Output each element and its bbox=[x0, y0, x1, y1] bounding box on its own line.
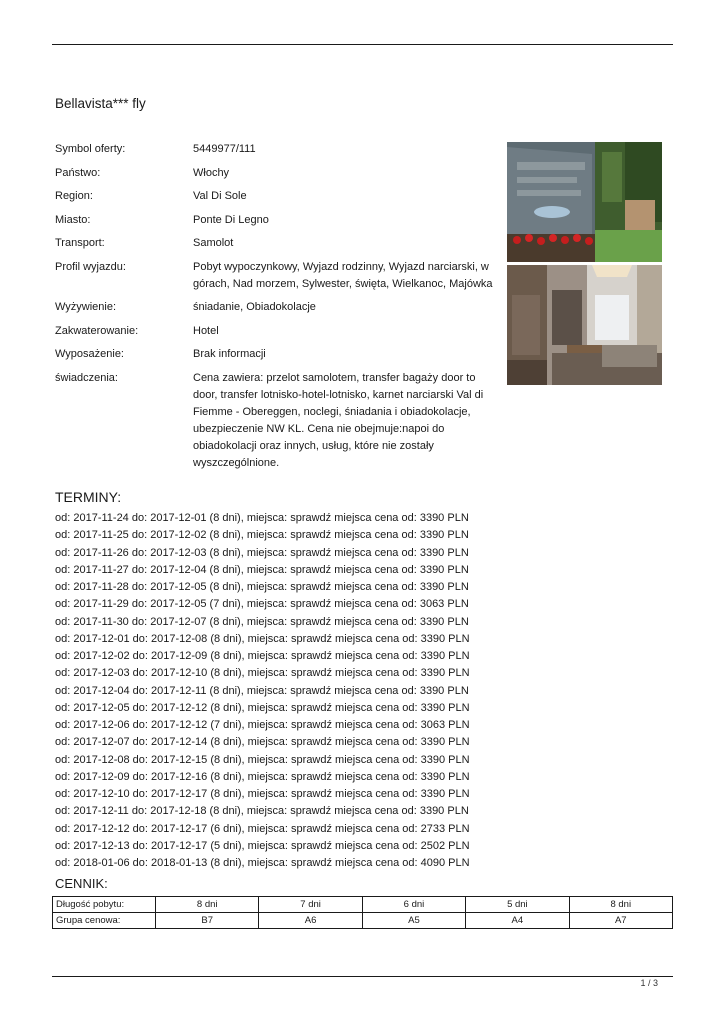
list-item: od: 2017-12-01 do: 2017-12-08 (8 dni), miejsca: sprawdź miejsca cena od: 3390 PLN bbox=[55, 632, 470, 645]
detail-label: Profil wyjazdu: bbox=[55, 260, 126, 273]
table-cell: A4 bbox=[466, 913, 569, 929]
detail-value: Pobyt wypoczynkowy, Wyjazd rodzinny, Wyjazd narciarski, w górach, Nad morzem, Sylwester, święta, Wielkanoc, Majówka bbox=[193, 260, 493, 290]
table-cell: 8 dni bbox=[569, 897, 672, 913]
detail-value: 5449977/111 bbox=[193, 143, 256, 155]
table-row-label: Grupa cenowa: bbox=[53, 913, 156, 929]
table-cell: B7 bbox=[156, 913, 259, 929]
detail-row-services bbox=[55, 370, 500, 472]
table-cell: 7 dni bbox=[259, 897, 362, 913]
table-cell: A5 bbox=[362, 913, 465, 929]
price-table bbox=[52, 896, 673, 929]
detail-row-region bbox=[55, 188, 500, 205]
detail-label: Państwo: bbox=[55, 166, 101, 179]
list-item: od: 2017-12-04 do: 2017-12-11 (8 dni), miejsca: sprawdź miejsca cena od: 3390 PLN bbox=[55, 684, 469, 697]
list-item: od: 2018-01-06 do: 2018-01-13 (8 dni), miejsca: sprawdź miejsca cena od: 4090 PLN bbox=[55, 857, 470, 869]
table-cell: A6 bbox=[259, 913, 362, 929]
detail-label: Symbol oferty: bbox=[55, 143, 126, 155]
detail-row-city bbox=[55, 212, 500, 229]
detail-value: Ponte Di Legno bbox=[193, 213, 269, 226]
detail-row-accommodation bbox=[55, 323, 500, 340]
detail-value: Cena zawiera: przelot samolotem, transfer bagaży door to door, transfer lotnisko-hotel-lotnisko, karnet narciarski Val di Fiemme - Obereggen, noclegi, śniadania i obiadokolacje, ubezpieczenie NW KL. Cena nie obejmuje:napoi do obiadokolacji oraz innych, usług, które nie zostały wyszczególnione. bbox=[193, 371, 484, 469]
bottom-rule bbox=[52, 976, 673, 977]
list-item: od: 2017-11-30 do: 2017-12-07 (8 dni), miejsca: sprawdź miejsca cena od: 3390 PLN bbox=[55, 615, 469, 628]
detail-row-transport bbox=[55, 235, 500, 252]
table-cell: 8 dni bbox=[156, 897, 259, 913]
detail-value: Val Di Sole bbox=[193, 190, 247, 202]
terminy-heading: TERMINY: bbox=[55, 489, 122, 505]
table-cell: A7 bbox=[569, 913, 672, 929]
table-row-label: Długość pobytu: bbox=[53, 897, 156, 913]
detail-label: Wyżywienie: bbox=[55, 301, 117, 313]
detail-label: Transport: bbox=[55, 237, 105, 249]
terminy-list bbox=[55, 510, 470, 872]
table-cell: 6 dni bbox=[362, 897, 465, 913]
list-item: od: 2017-12-08 do: 2017-12-15 (8 dni), miejsca: sprawdź miejsca cena od: 3390 PLN bbox=[55, 753, 470, 766]
table-row bbox=[53, 897, 673, 913]
list-item: od: 2017-12-11 do: 2017-12-18 (8 dni), miejsca: sprawdź miejsca cena od: 3390 PLN bbox=[55, 805, 469, 818]
list-item: od: 2017-11-25 do: 2017-12-02 (8 dni), miejsca: sprawdź miejsca cena od: 3390 PLN bbox=[55, 529, 469, 542]
table-row bbox=[53, 913, 673, 929]
list-item: od: 2017-11-27 do: 2017-12-04 (8 dni), miejsca: sprawdź miejsca cena od: 3390 PLN bbox=[55, 563, 469, 576]
detail-value: Brak informacji bbox=[193, 348, 266, 360]
detail-label: Zakwaterowanie: bbox=[55, 324, 139, 337]
hotel-exterior-photo bbox=[507, 142, 662, 262]
detail-label: świadczenia: bbox=[55, 371, 118, 384]
detail-value: Samolot bbox=[193, 237, 234, 249]
cennik-heading: CENNIK: bbox=[55, 876, 108, 891]
detail-value: śniadanie, Obiadokolacje bbox=[193, 301, 316, 313]
table-cell: 5 dni bbox=[466, 897, 569, 913]
list-item: od: 2017-12-12 do: 2017-12-17 (6 dni), miejsca: sprawdź miejsca cena od: 2733 PLN bbox=[55, 822, 470, 835]
offer-title: Bellavista*** fly bbox=[55, 96, 146, 111]
list-item: od: 2017-12-06 do: 2017-12-12 (7 dni), miejsca: sprawdź miejsca cena od: 3063 PLN bbox=[55, 719, 470, 731]
detail-value: Hotel bbox=[193, 324, 219, 337]
detail-row-symbol bbox=[55, 141, 500, 158]
detail-label: Wyposażenie: bbox=[55, 348, 124, 360]
detail-value: Włochy bbox=[193, 166, 230, 179]
list-item: od: 2017-11-24 do: 2017-12-01 (8 dni), miejsca: sprawdź miejsca cena od: 3390 PLN bbox=[55, 512, 469, 524]
detail-row-country bbox=[55, 165, 500, 182]
hotel-interior-photo bbox=[507, 265, 662, 385]
list-item: od: 2017-12-07 do: 2017-12-14 (8 dni), miejsca: sprawdź miejsca cena od: 3390 PLN bbox=[55, 736, 470, 749]
list-item: od: 2017-12-03 do: 2017-12-10 (8 dni), miejsca: sprawdź miejsca cena od: 3390 PLN bbox=[55, 667, 470, 680]
detail-row-profile bbox=[55, 259, 500, 293]
page-number: 1 / 3 bbox=[640, 978, 658, 988]
detail-label: Miasto: bbox=[55, 213, 91, 226]
detail-row-equipment bbox=[55, 346, 500, 363]
list-item: od: 2017-12-02 do: 2017-12-09 (8 dni), miejsca: sprawdź miejsca cena od: 3390 PLN bbox=[55, 650, 470, 662]
detail-row-meals bbox=[55, 299, 500, 316]
offer-details bbox=[55, 141, 500, 478]
list-item: od: 2017-12-10 do: 2017-12-17 (8 dni), miejsca: sprawdź miejsca cena od: 3390 PLN bbox=[55, 788, 470, 800]
list-item: od: 2017-12-13 do: 2017-12-17 (5 dni), miejsca: sprawdź miejsca cena od: 2502 PLN bbox=[55, 839, 470, 852]
list-item: od: 2017-11-28 do: 2017-12-05 (8 dni), miejsca: sprawdź miejsca cena od: 3390 PLN bbox=[55, 581, 469, 593]
list-item: od: 2017-11-29 do: 2017-12-05 (7 dni), miejsca: sprawdź miejsca cena od: 3063 PLN bbox=[55, 598, 469, 611]
detail-label: Region: bbox=[55, 190, 93, 202]
list-item: od: 2017-11-26 do: 2017-12-03 (8 dni), miejsca: sprawdź miejsca cena od: 3390 PLN bbox=[55, 546, 469, 559]
list-item: od: 2017-12-09 do: 2017-12-16 (8 dni), miejsca: sprawdź miejsca cena od: 3390 PLN bbox=[55, 770, 470, 783]
top-rule bbox=[52, 44, 673, 45]
list-item: od: 2017-12-05 do: 2017-12-12 (8 dni), miejsca: sprawdź miejsca cena od: 3390 PLN bbox=[55, 701, 470, 714]
